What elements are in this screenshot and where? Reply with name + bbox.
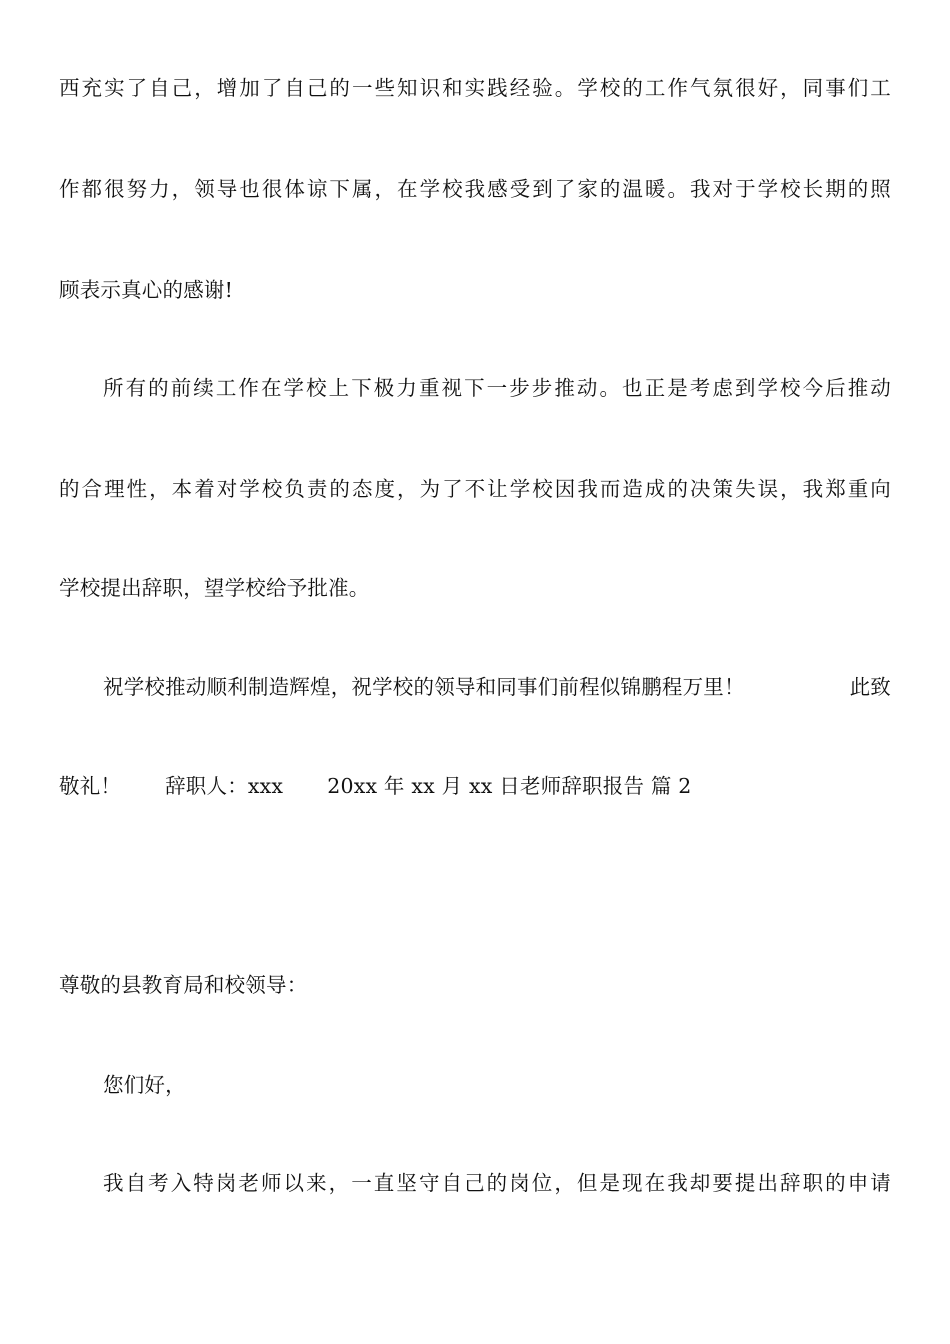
blessing-text: 祝学校推动顺利制造辉煌，祝学校的领导和同事们前程似锦鹏程万里！ <box>103 675 745 699</box>
paragraph-line-6: 学校提出辞职，望学校给予批准。 <box>59 576 370 600</box>
paragraph-line-4: 所有的前续工作在学校上下极力重视下一步步推动。也正是考虑到学校今后推动 <box>103 376 891 400</box>
closing-line <box>103 673 891 701</box>
paragraph-line-5: 的合理性，本着对学校负责的态度，为了不让学校因我而造成的决策失误，我郑重向 <box>59 477 891 501</box>
paragraph-line-1: 西充实了自己，增加了自己的一些知识和实践经验。学校的工作气氛很好，同事们工 <box>59 76 891 100</box>
regards-text: 此致 <box>849 675 891 699</box>
paragraph-line-3: 顾表示真心的感谢! <box>59 278 234 302</box>
salute-text: 敬礼！ <box>59 774 122 798</box>
signer-text: 辞职人：xxx <box>165 774 284 798</box>
paragraph-line-7: 我自考入特岗老师以来，一直坚守自己的岗位，但是现在我却要提出辞职的申请 <box>103 1171 891 1195</box>
paragraph-line-2: 作都很努力，领导也很体谅下属，在学校我感受到了家的温暖。我对于学校长期的照 <box>59 177 891 201</box>
salutation-line: 尊敬的县教育局和校领导： <box>59 973 308 997</box>
date-heading-text: 20xx 年 xx 月 xx 日老师辞职报告 篇 2 <box>327 774 692 798</box>
signature-line <box>59 772 891 800</box>
greeting-line: 您们好， <box>103 1073 186 1097</box>
